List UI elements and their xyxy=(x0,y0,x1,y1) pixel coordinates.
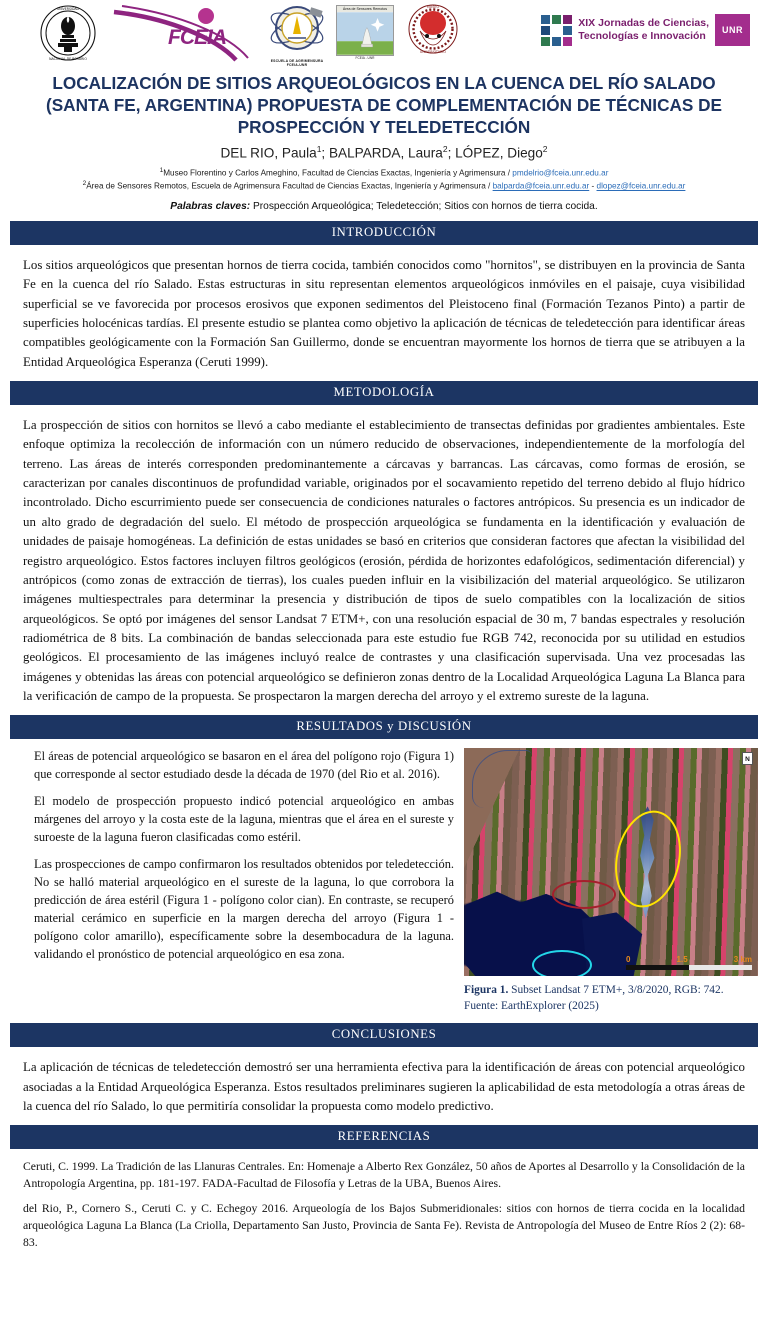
scale-tick-1: 1.5 xyxy=(676,955,688,965)
resultados-paragraph-1: El áreas de potencial arqueológico se basaron en el área del polígono rojo (Figura 1) que corresponde al sector estudiado desde la década de 1970 (del Rio et al. 2016). xyxy=(34,749,454,782)
jornadas-logo xyxy=(541,14,750,46)
svg-text:MUSEO: MUSEO xyxy=(426,5,440,9)
email-separator: - xyxy=(589,181,597,191)
affil-2-sup: 2 xyxy=(82,180,87,188)
introduccion-body xyxy=(10,245,758,372)
scale-bar xyxy=(626,955,752,970)
svg-text:UNIVERSIDAD: UNIVERSIDAD xyxy=(56,7,80,11)
scale-bar-segments xyxy=(626,965,752,970)
email-link-2[interactable]: balparda@fceia.unr.edu.ar xyxy=(492,181,590,191)
sensores-caption: FCEIA - UNR xyxy=(355,56,375,60)
resultados-figure-column xyxy=(464,748,758,1014)
affil-2-text: Área de Sensores Remotos, Escuela de Agrimensura Facultad de Ciencias Exactas, Ingeniería y Agrimensura / xyxy=(86,181,493,191)
author-2-sup: 2 xyxy=(442,144,448,155)
reference-entry-2: del Rio, P., Cornero S., Ceruti C. y C. Echegoy 2016. Arqueología de los Bajos Submeridionales: sitios con hornos de tierra cocida en la localidad arqueológica Laguna La Blanca (La Criolla, Departamento San Justo, Provincia de Santa Fe). Revista de Antropología del Museo de Entre Ríos 2 (2): 68-83. xyxy=(23,1202,745,1250)
scale-tick-2: 3 km xyxy=(733,955,752,965)
affil-1-text: Museo Florentino y Carlos Ameghino, Facultad de Ciencias Exactas, Ingeniería y Agrimensura / xyxy=(163,168,513,178)
unr-seal-logo xyxy=(38,4,98,62)
agrimensura-caption: ESCUELA DE AGRIMENSURA FCEIA-UNR xyxy=(270,59,324,67)
sensores-remotos-logo xyxy=(336,5,394,61)
figure-caption-text: Subset Landsat 7 ETM+, 3/8/2020, RGB: 742. Fuente: EarthExplorer (2025) xyxy=(464,984,724,1012)
section-header-referencias: REFERENCIAS xyxy=(10,1125,758,1149)
resultados-text-column xyxy=(20,748,454,1014)
svg-text:UNIVERSITARIO: UNIVERSITARIO xyxy=(419,50,447,54)
keywords-label: Palabras claves: xyxy=(170,200,251,212)
resultados-body xyxy=(10,739,758,1014)
resultados-paragraph-3: Las prospecciones de campo confirmaron los resultados obtenidos por teledetección. No se halló material arqueológico en el sureste de la laguna, lo que corrobora la predicción de área estéril (Figura 1 - polígono color cian). En contraste, se recuperó material cerámico en superficie en la margen derecha del arroyo (Figura 1 - polígono color amarillo), específicamente sobre la desembocadura de la laguna. validando el pronóstico de potencial arqueológico en esa zona. xyxy=(34,857,454,962)
referencias-body xyxy=(10,1149,758,1252)
escuela-agrimensura-logo xyxy=(266,3,328,67)
keywords-line xyxy=(10,201,758,212)
figure-1 xyxy=(464,748,758,1014)
svg-text:NACIONAL DE ROSARIO: NACIONAL DE ROSARIO xyxy=(49,57,87,61)
affiliation-2 xyxy=(10,179,758,193)
unr-badge: UNR xyxy=(715,14,750,46)
author-3: LÓPEZ, Diego xyxy=(455,145,543,161)
poster-title xyxy=(10,66,758,138)
author-2: BALPARDA, Laura xyxy=(328,145,443,161)
north-arrow-icon: N xyxy=(742,752,753,765)
author-1-sup: 1 xyxy=(316,144,322,155)
title-line-3: PROSPECCIÓN Y TELEDETECCIÓN xyxy=(237,117,531,138)
figure-1-caption xyxy=(464,976,758,1014)
introduccion-paragraph-1: Los sitios arqueológicos que presentan hornos de tierra cocida, también conocidos como "hornitos", se distribuyen en la provincia de Santa Fe en la cuenca del río Salado. Estas estructuras in situ representan elementos arqueológicos inmóviles en el paisaje, cuya visibilidad superficial se ve favorecida por procesos erosivos que exponen sedimentos del Pleistoceno final (Formación Tezanos Pinto) a partir de superficies holocénicas tardías. El presente estudio se plantea como objetivo la aplicación de técnicas de teledetección para identificar áreas compatibles geológicamente con la Formación San Guillermo, donde se encuentran mayormente los hornos de tierra que se atribuyen a la Entidad Arqueológica Esperanza (Ceruti 1999). xyxy=(23,257,745,369)
sensores-title: Área de Sensores Remotos xyxy=(336,5,394,12)
author-list: DEL RIO, Paula$^1$; BALPARDA, Laura$^2$; LÓPEZ, Diego$^2$ xyxy=(220,144,548,161)
section-header-introduccion: INTRODUCCIÓN xyxy=(10,221,758,245)
conclusiones-paragraph-1: La aplicación de técnicas de teledetección demostró ser una herramienta efectiva para la identificación de áreas con potencial arqueológico asociadas a la Entidad Arqueológica Esperanza. Estos resultados preliminares sugieren la aplicabilidad de esta metodología a otras áreas de la cuenca del río Salado, lo que permitiría consolidar la propuesta como modelo predictivo. xyxy=(23,1060,745,1113)
conclusiones-body xyxy=(10,1047,758,1116)
jornadas-title xyxy=(578,17,709,43)
author-3-sup: 2 xyxy=(542,144,548,155)
fceia-logo xyxy=(108,4,258,62)
affiliation-1 xyxy=(10,166,758,180)
title-line-2: (SANTA FE, ARGENTINA) PROPUESTA DE COMPLEMENTACIÓN DE TÉCNICAS DE xyxy=(45,95,723,116)
logo-bar xyxy=(10,0,758,66)
affiliations xyxy=(10,166,758,193)
email-link-1[interactable]: pmdelrio@fceia.unr.edu.ar xyxy=(512,168,609,178)
title-line-1: LOCALIZACIÓN DE SITIOS ARQUEOLÓGICOS EN LA CUENCA DEL RÍO SALADO xyxy=(52,73,716,93)
author-1: DEL RIO, Paula xyxy=(220,145,317,161)
scale-tick-0: 0 xyxy=(626,955,631,965)
resultados-paragraph-2: El modelo de prospección propuesto indicó potencial arqueológico en ambas márgenes del arroyo y la costa este de la laguna, mientras que el área en el sureste y suroeste de la laguna fueron clasificadas como estéril. xyxy=(34,794,454,845)
jornadas-line-1: XIX Jornadas de Ciencias, xyxy=(578,16,709,29)
museo-universitario-logo xyxy=(402,3,464,63)
satellite-image xyxy=(464,748,758,976)
keywords-value: Prospección Arqueológica; Teledetección; Sitios con hornos de tierra cocida. xyxy=(250,200,598,212)
scale-bar-labels xyxy=(626,955,752,964)
email-link-3[interactable]: dlopez@fceia.unr.edu.ar xyxy=(596,181,686,191)
jornadas-grid-icon xyxy=(541,15,572,46)
affil-1-sup: 1 xyxy=(159,166,164,174)
cyan-polygon-annotation xyxy=(532,950,592,976)
fceia-wordmark: FCEIA xyxy=(168,26,226,49)
section-header-conclusiones: CONCLUSIONES xyxy=(10,1023,758,1047)
section-header-metodologia: METODOLOGÍA xyxy=(10,381,758,405)
jornadas-line-2: Tecnologías e Innovación xyxy=(578,30,706,42)
figure-caption-label: Figura 1. xyxy=(464,984,509,997)
metodologia-body xyxy=(10,405,758,706)
metodologia-paragraph-1: La prospección de sitios con hornitos se llevó a cabo mediante el establecimiento de transectas definidas por gradientes ambientales. Este enfoque optimiza la recolección de información con un número reducido de observaciones, independientemente de la morfología del terreno. Las áreas de interés corresponden predominantemente a cárcavas y barrancas. Las cárcavas, como formas de erosión, se caracterizan por canales discontinuos de profundidad variable, originados por el socavamiento repetido del terreno debido al flujo hídrico incontrolado. Dicho escurrimiento puede ser consecuencia de condiciones naturales o factores antrópicos. Su presencia es un indicador de un alto grado de degradación del suelo. El método de prospección arqueológica se fundamenta en la identificación y evaluación de unidades de paisaje homogéneas. La definición de estas unidades se basó en criterios que consideran factores que afectan la visibilidad del registro arqueológico. Estos factores incluyen filtros geológicos (erosión, pérdida de horizontes edafológicos, sedimentación diferencial) y antrópicos (como zonas de extracción de tierras), los cuales pueden influir en la visibilización del material arqueológico. Se utilizaron imágenes multiespectrales para determinar la presencia y distribución de tipos de suelo compatibles con la localización de sitios arqueológicos. Se optó por imágenes del sensor Landsat 7 ETM+, con una resolución espacial de 30 m, 7 bandas espectrales y resolución radiométrica de 8 bits. La combinación de bandas seleccionada para este estudio fue RGB 742, reconocida por su utilidad en estudios geológicos. El procesamiento de las imágenes incluyó realce de contrastes y una clasificación supervisada. Una vez procesadas las imágenes y obtenidas las áreas con potencial arqueológico se definieron zonas dentro de la Localidad Arqueológica Laguna La Blanca para la verificación de campo de la propuesta. Se prospectaron la margen derecha del arroyo y el extremo sureste de la laguna. xyxy=(23,417,745,704)
reference-entry-1: Ceruti, C. 1999. La Tradición de las Llanuras Centrales. En: Homenaje a Alberto Rex González, 50 años de Aportes al Desarrollo y la Consolidación de la Antropología Argentina, pp. 181-197. FADA-Facultad de Filosofía y Letras de la UBA, Buenos Aires. xyxy=(23,1160,745,1191)
section-header-resultados: RESULTADOS y DISCUSIÓN xyxy=(10,715,758,739)
